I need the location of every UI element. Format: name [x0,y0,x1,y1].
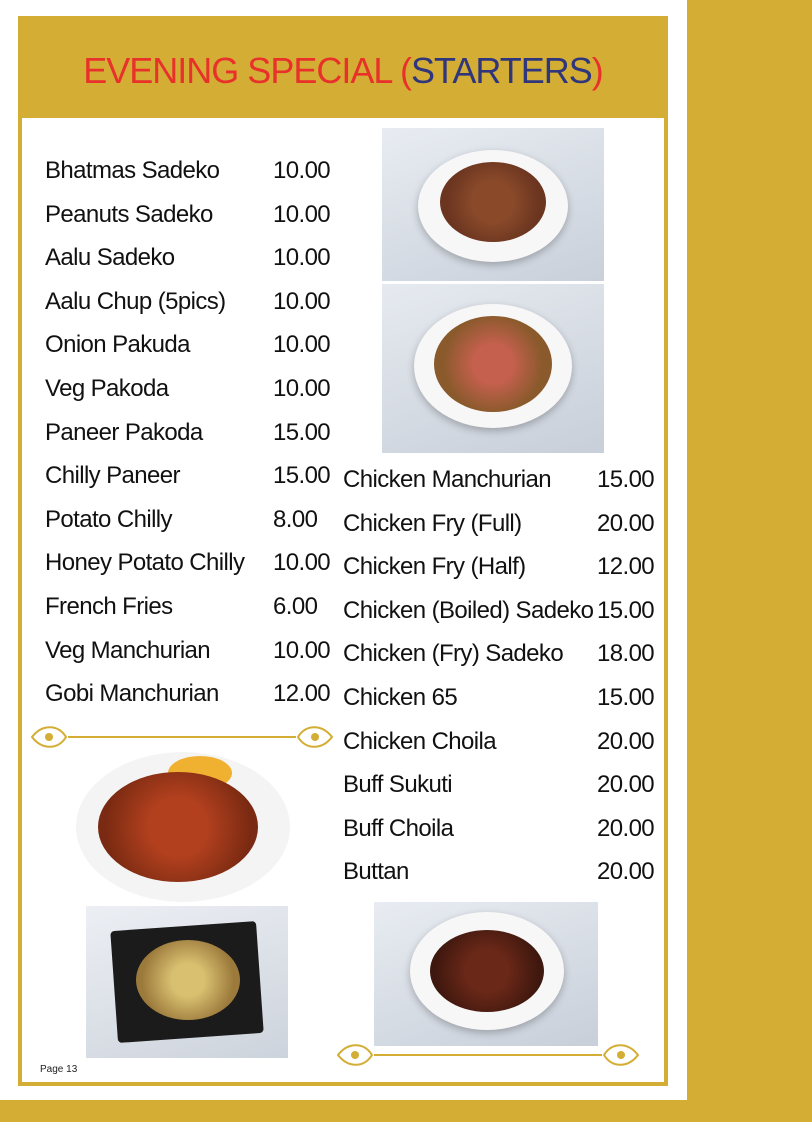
menu-item-name: French Fries [45,593,173,620]
menu-item-price: 20.00 [597,771,655,799]
menu-item-name: Chicken Fry (Full) [343,509,522,537]
menu-item-price: 18.00 [597,640,655,668]
menu-list-right [343,466,663,906]
menu-item-price: 10.00 [273,287,331,315]
menu-item-name: Honey Potato Chilly [45,549,245,577]
bottom-gold-band [0,1100,812,1122]
menu-item-price: 20.00 [597,858,655,886]
menu-item-name: Chicken (Fry) Sadeko [343,640,564,668]
menu-item-name: Paneer Pakoda [45,418,203,446]
menu-item-price: 10.00 [273,636,331,664]
menu-item-name: Veg Pakoda [45,375,169,402]
page-title: EVENING SPECIAL (STARTERS) [83,50,603,91]
menu-item-name: Peanuts Sadeko [45,200,213,228]
menu-item-name: Bhatmas Sadeko [45,157,220,184]
menu-item-price: 10.00 [273,375,331,402]
menu-item-name: Chicken Manchurian [343,466,551,493]
menu-item-price: 15.00 [597,596,655,624]
menu-item-name: Gobi Manchurian [45,680,219,708]
menu-item-name: Chicken 65 [343,684,458,711]
menu-item-price: 10.00 [273,244,331,272]
menu-item-name: Onion Pakuda [45,331,190,359]
ornament-divider-left [28,720,336,754]
menu-item-name: Buttan [343,858,409,886]
menu-item-price: 15.00 [597,684,655,711]
photo-buff-choila [374,902,598,1046]
menu-item-price: 20.00 [597,814,655,842]
menu-item-name: Chilly Paneer [45,462,180,490]
menu-item-name: Aalu Chup (5pics) [45,287,226,315]
menu-item-price: 15.00 [273,418,331,446]
header-banner [22,20,664,118]
menu-item-price: 15.00 [597,466,655,493]
page-number: Page 13 [40,1064,78,1075]
menu-item-price: 10.00 [273,549,331,577]
menu-item-price: 20.00 [597,509,655,537]
menu-item-price: 12.00 [597,553,655,581]
menu-list-left [45,157,335,717]
menu-item-price: 20.00 [597,727,655,755]
menu-item-name: Chicken Choila [343,727,497,755]
menu-item-name: Aalu Sadeko [45,244,175,272]
menu-item-name: Buff Sukuti [343,771,453,799]
menu-item-name: Chicken Fry (Half) [343,553,526,581]
menu-item-price: 10.00 [273,331,331,359]
menu-item-price: 12.00 [273,680,331,708]
ornament-divider-right [334,1038,642,1072]
menu-item-name: Buff Choila [343,814,454,842]
menu-item-name: Potato Chilly [45,505,172,533]
photo-bhatmas-sadeko [382,128,604,281]
photo-chatpate [86,906,288,1058]
menu-item-name: Veg Manchurian [45,636,211,664]
menu-item-price: 6.00 [273,593,318,620]
menu-item-price: 10.00 [273,157,331,184]
menu-item-price: 8.00 [273,505,318,533]
photo-sadeko-salad [382,284,604,453]
menu-item-price: 10.00 [273,200,331,228]
right-gold-band [687,0,812,1122]
photo-chicken-fry [76,752,290,902]
menu-item-name: Chicken (Boiled) Sadeko [343,596,594,624]
menu-item-price: 15.00 [273,462,331,490]
